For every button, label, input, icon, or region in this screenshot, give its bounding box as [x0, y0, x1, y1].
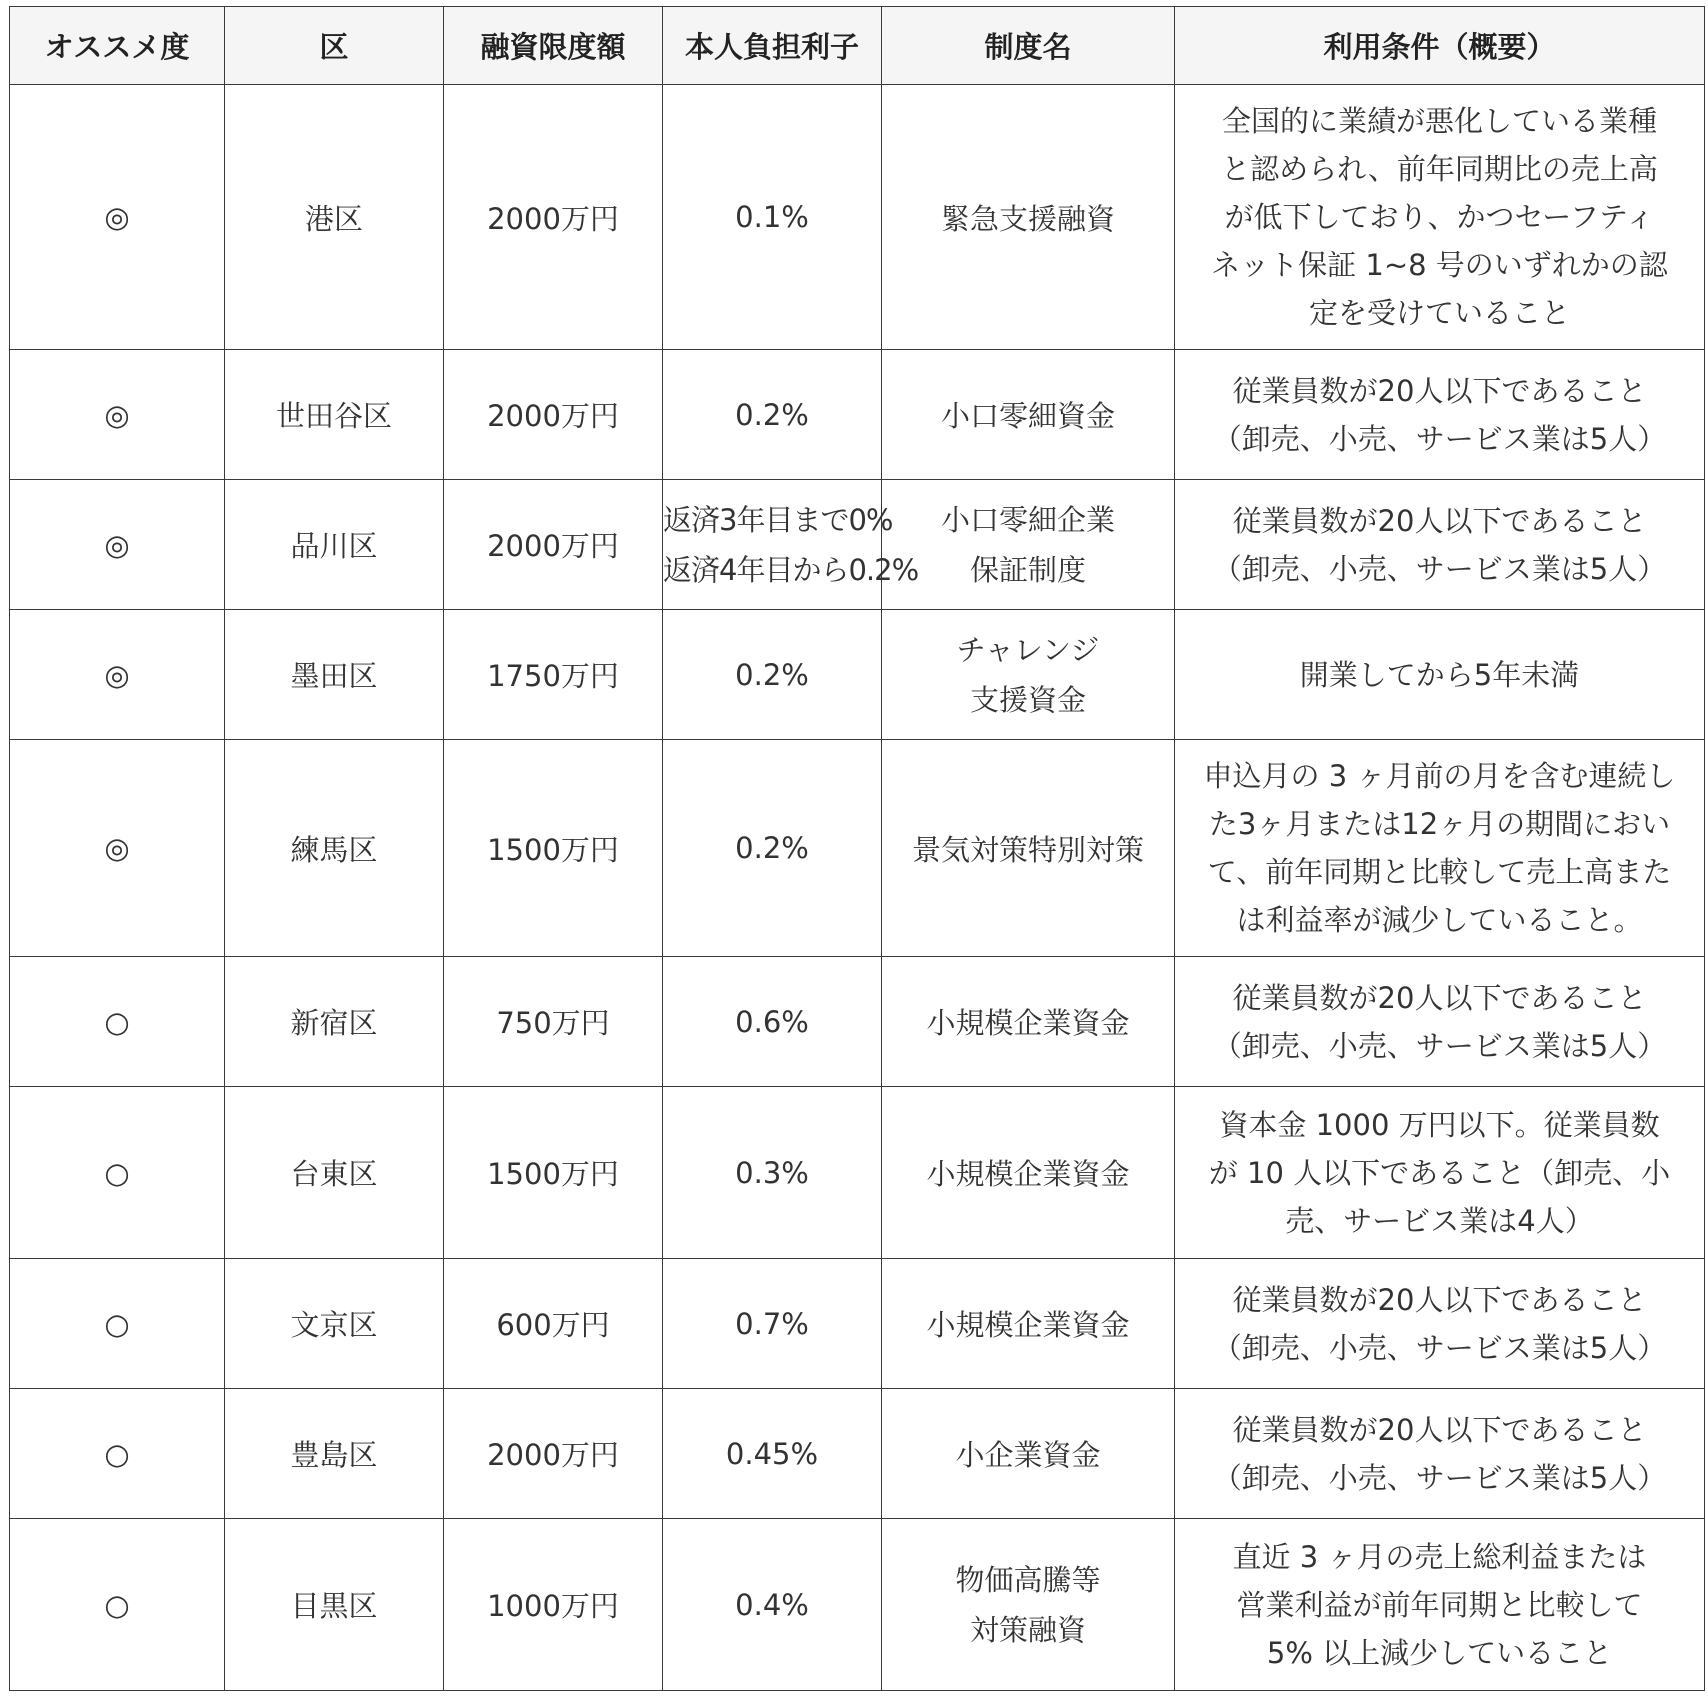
- recommendation-mark: ◎: [10, 350, 225, 480]
- program-line: 対策融資: [969, 1612, 1086, 1647]
- recommendation-mark: ◎: [10, 740, 225, 957]
- table-row: [10, 350, 1705, 480]
- table-row: [10, 1259, 1705, 1389]
- condition-line: 開業してから5年未満: [1299, 657, 1580, 692]
- condition-line: が低下しており、かつセーフティ: [1224, 200, 1655, 234]
- condition-line: と認められ、前年同期比の売上高: [1221, 152, 1658, 186]
- condition-line: が 10 人以下であること（卸売、小: [1208, 1155, 1671, 1190]
- limit-cell: 2000万円: [444, 480, 663, 610]
- condition-line: （卸売、小売、サービス業は5人）: [1212, 1330, 1667, 1365]
- condition-line: 従業員数が20人以下であること: [1232, 503, 1647, 538]
- limit-cell: 2000万円: [444, 1389, 663, 1519]
- conditions-cell: [1175, 740, 1705, 957]
- table-row: [10, 1087, 1705, 1259]
- condition-line: 従業員数が20人以下であること: [1232, 980, 1647, 1015]
- interest-cell: [663, 480, 919, 610]
- interest-cell: 0.4%: [663, 1519, 882, 1691]
- program-line: 保証制度: [969, 552, 1086, 587]
- header-conditions: 利用条件（概要）: [1175, 7, 1705, 85]
- recommendation-mark: ○: [10, 1087, 225, 1259]
- header-program: 制度名: [882, 7, 1175, 85]
- recommendation-mark: ○: [10, 957, 225, 1087]
- header-limit: 融資限度額: [444, 7, 663, 85]
- interest-line: 返済3年目まで0%: [663, 502, 893, 537]
- conditions-cell: [1175, 957, 1705, 1087]
- loan-comparison-table: [9, 6, 1705, 1691]
- condition-line: 直近 3 ヶ月の売上総利益または: [1232, 1539, 1647, 1574]
- program-cell: [882, 1519, 1175, 1691]
- program-line: 物価高騰等: [955, 1562, 1101, 1597]
- conditions-cell: [1175, 1389, 1705, 1519]
- program-line: 支援資金: [969, 682, 1086, 717]
- condition-line: 営業利益が前年同期と比較して: [1236, 1587, 1643, 1622]
- conditions-cell: [1175, 1259, 1705, 1389]
- ward-cell: 練馬区: [225, 740, 444, 957]
- ward-cell: 世田谷区: [225, 350, 444, 480]
- condition-line: （卸売、小売、サービス業は5人）: [1212, 1460, 1667, 1495]
- conditions-cell: [1175, 350, 1705, 480]
- limit-cell: 600万円: [444, 1259, 663, 1389]
- condition-line: 定を受けていること: [1308, 296, 1570, 330]
- program-cell: 小規模企業資金: [882, 1087, 1175, 1259]
- condition-line: 従業員数が20人以下であること: [1232, 1412, 1647, 1447]
- table-row: [10, 480, 1705, 610]
- conditions-cell: [1175, 1519, 1705, 1691]
- condition-line: 全国的に業績が悪化している業種: [1221, 104, 1657, 138]
- program-cell: 小規模企業資金: [882, 1259, 1175, 1389]
- table-row: [10, 1389, 1705, 1519]
- condition-line: （卸売、小売、サービス業は5人）: [1212, 421, 1667, 456]
- recommendation-mark: ◎: [10, 85, 225, 350]
- program-cell: 小規模企業資金: [882, 957, 1175, 1087]
- ward-cell: 文京区: [225, 1259, 444, 1389]
- condition-line: は利益率が減少していること。: [1236, 903, 1643, 937]
- table-row: [10, 1519, 1705, 1691]
- interest-cell: 0.6%: [663, 957, 882, 1087]
- recommendation-mark: ◎: [10, 480, 225, 610]
- conditions-cell: [1175, 1087, 1705, 1259]
- limit-cell: 1500万円: [444, 1087, 663, 1259]
- table-row: [10, 957, 1705, 1087]
- limit-cell: 1500万円: [444, 740, 663, 957]
- limit-cell: 750万円: [444, 957, 663, 1087]
- ward-cell: 目黒区: [225, 1519, 444, 1691]
- condition-line: 従業員数が20人以下であること: [1232, 1282, 1647, 1317]
- limit-cell: 2000万円: [444, 85, 663, 350]
- program-cell: 小口零細資金: [882, 350, 1175, 480]
- conditions-cell: [1175, 480, 1705, 610]
- condition-line: 売、サービス業は4人）: [1285, 1203, 1594, 1238]
- condition-line: 5% 以上減少していること: [1266, 1635, 1613, 1670]
- condition-line: 従業員数が20人以下であること: [1232, 373, 1647, 408]
- recommendation-mark: ○: [10, 1259, 225, 1389]
- limit-cell: 1750万円: [444, 610, 663, 740]
- limit-cell: 1000万円: [444, 1519, 663, 1691]
- program-cell: 小企業資金: [882, 1389, 1175, 1519]
- header-row: [10, 7, 1705, 85]
- condition-line: （卸売、小売、サービス業は5人）: [1212, 1028, 1667, 1063]
- condition-line: た3ヶ月または12ヶ月の期間におい: [1208, 807, 1671, 841]
- interest-cell: 0.45%: [663, 1389, 882, 1519]
- interest-cell: 0.2%: [663, 610, 882, 740]
- condition-line: 申込月の 3 ヶ月前の月を含む連続し: [1203, 759, 1676, 793]
- interest-cell: 0.2%: [663, 740, 882, 957]
- program-line: 小口零細企業: [940, 502, 1115, 537]
- ward-cell: 港区: [225, 85, 444, 350]
- ward-cell: 新宿区: [225, 957, 444, 1087]
- header-ward: 区: [225, 7, 444, 85]
- header-interest: 本人負担利子: [663, 7, 882, 85]
- condition-line: 資本金 1000 万円以下。従業員数: [1219, 1107, 1660, 1142]
- program-cell: [882, 480, 1175, 610]
- interest-cell: 0.7%: [663, 1259, 882, 1389]
- recommendation-mark: ○: [10, 1519, 225, 1691]
- ward-cell: 墨田区: [225, 610, 444, 740]
- recommendation-mark: ○: [10, 1389, 225, 1519]
- table-row: [10, 610, 1705, 740]
- program-cell: [882, 610, 1175, 740]
- condition-line: ネット保証 1~8 号のいずれかの認: [1211, 248, 1668, 282]
- condition-line: （卸売、小売、サービス業は5人）: [1212, 551, 1667, 586]
- condition-line: て、前年同期と比較して売上高また: [1207, 855, 1672, 889]
- limit-cell: 2000万円: [444, 350, 663, 480]
- interest-cell: 0.3%: [663, 1087, 882, 1259]
- conditions-cell: [1175, 85, 1705, 350]
- ward-cell: 豊島区: [225, 1389, 444, 1519]
- program-line: チャレンジ: [956, 632, 1100, 667]
- ward-cell: 台東区: [225, 1087, 444, 1259]
- recommendation-mark: ◎: [10, 610, 225, 740]
- header-recommendation: オススメ度: [10, 7, 225, 85]
- ward-cell: 品川区: [225, 480, 444, 610]
- program-cell: 景気対策特別対策: [882, 740, 1175, 957]
- table-row: [10, 740, 1705, 957]
- interest-line: 返済4年目から0.2%: [663, 552, 919, 587]
- interest-cell: 0.1%: [663, 85, 882, 350]
- interest-cell: 0.2%: [663, 350, 882, 480]
- program-cell: 緊急支援融資: [882, 85, 1175, 350]
- table-row: [10, 85, 1705, 350]
- conditions-cell: [1175, 610, 1705, 740]
